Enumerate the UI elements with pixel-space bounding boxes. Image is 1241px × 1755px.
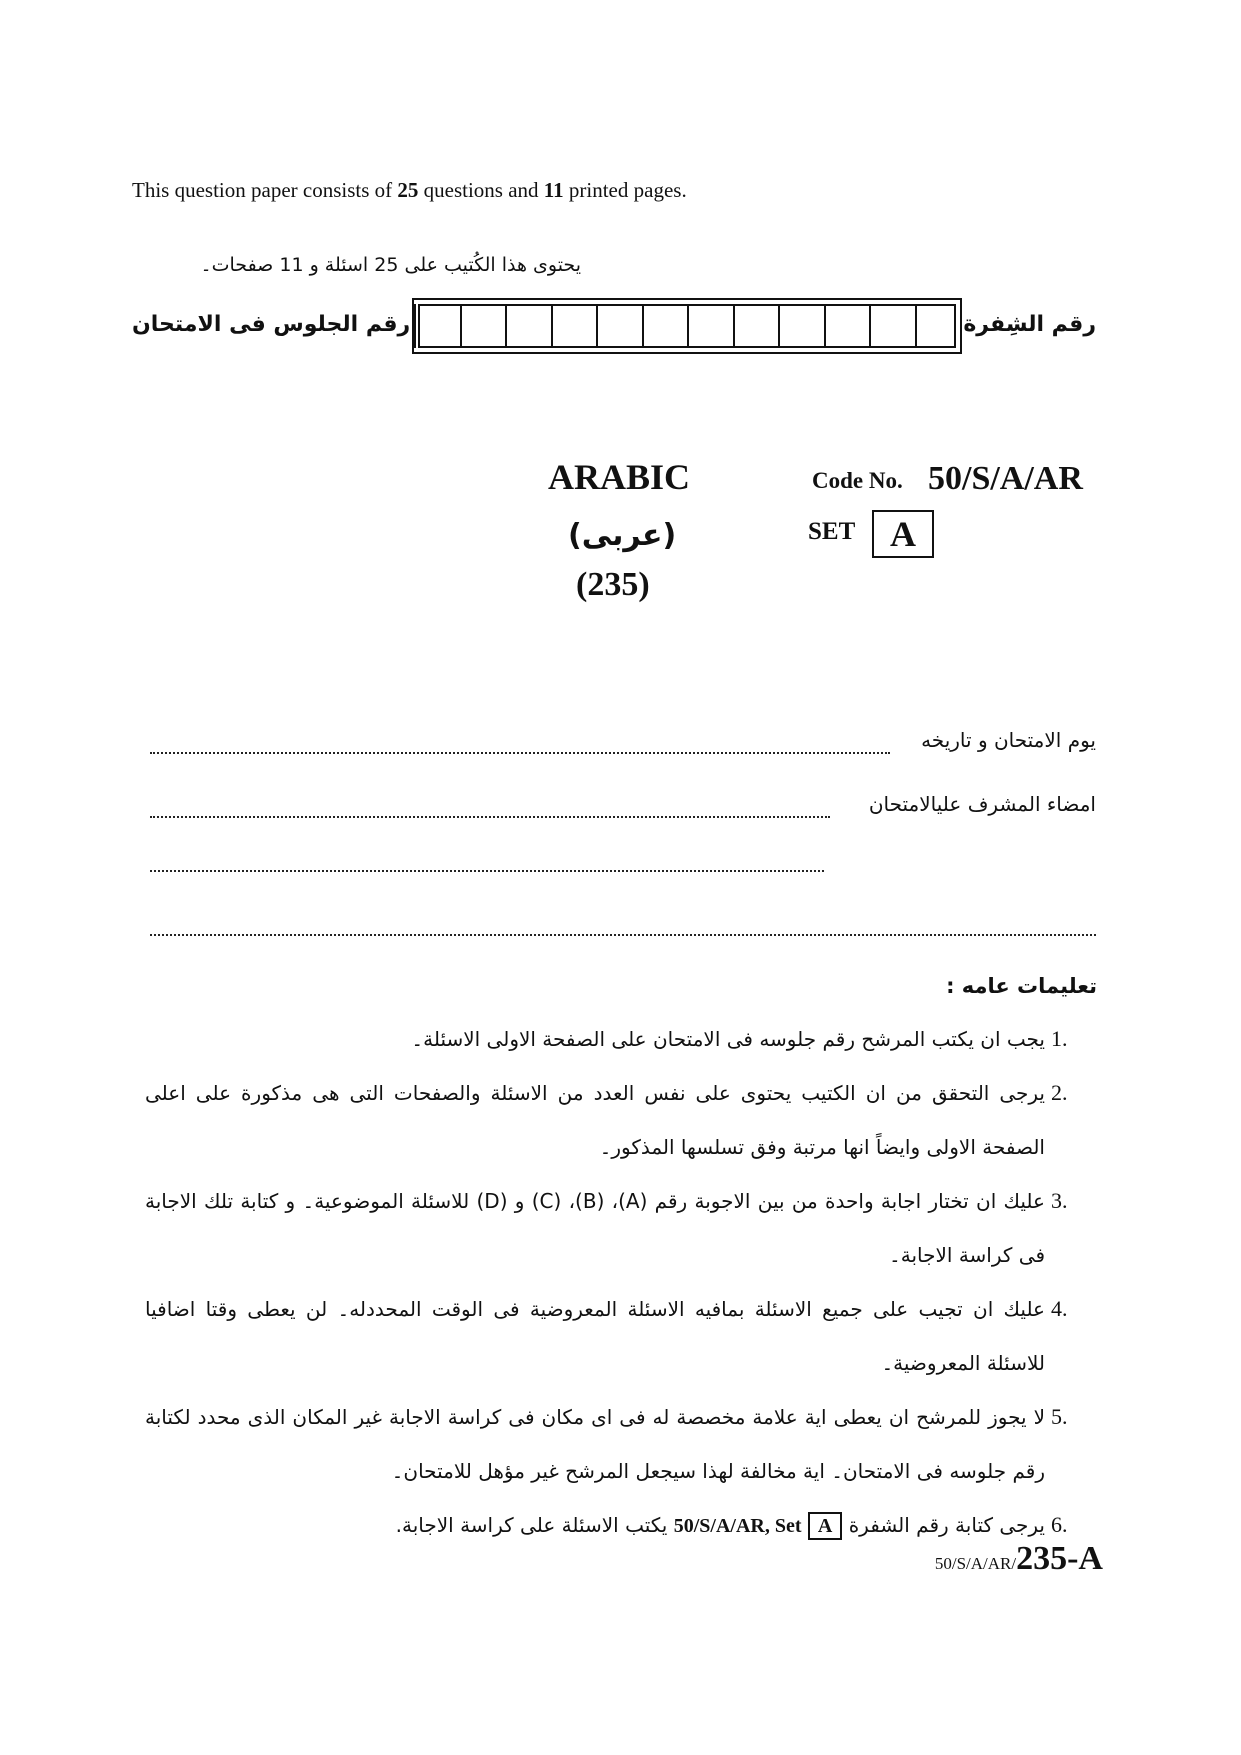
exam-date-label: يوم الامتحان و تاريخه [921,728,1096,752]
instruction-6-set-box: A [808,1512,842,1540]
instruction-number: 6. [1051,1512,1068,1537]
footer-code-small: 50/S/A/AR/ [934,1554,1017,1573]
roll-number-inner-frame [418,304,956,348]
page-count-statement [132,178,687,203]
code-number-value: 50/S/A/AR [928,460,1083,497]
instruction-number: 4. [1051,1296,1068,1321]
exam-date-field [150,728,1096,758]
roll-number-label: رقم الجلوس فی الامتحان [132,312,411,337]
code-number-label-arabic: رقم الشِفرة [963,312,1096,337]
set-label: SET [808,518,856,545]
instruction-6-prefix: يرجی كتابة رقم الشفرة [848,1513,1045,1537]
instruction-6-suffix: يكتب الاسئلة على كراسة الاجابة. [395,1513,668,1537]
footer-paper-code [935,1540,1103,1578]
roll-number-boxes[interactable] [412,298,962,354]
instruction-number: 5. [1051,1404,1068,1429]
consist-prefix: This question paper consists of [132,178,393,202]
code-number-label: Code No. [812,468,903,493]
instruction-text: عليك ان تجيب على جميع الاسئلة بمافيه الاسئلة المعروضية فی الوقت المحددله۔ لن يعطى وقتا اضافيا للاسئلة المعروضية۔ [145,1297,1045,1375]
subject-title: ARABIC [548,457,691,497]
page-count-statement-arabic: يحتوى هذا الكُتيب على 25 اسئلة و 11 صفحات۔ [200,254,581,276]
instructions-title: تعليمات عامه : [946,974,1097,998]
invigilator-signature-dotted-line[interactable] [150,816,830,818]
blank-dotted-line[interactable] [150,934,1096,936]
invigilator-signature-label: امضاء المشرف علیالامتحان [868,792,1096,816]
blank-dotted-line[interactable] [150,870,824,872]
instruction-number: 1. [1051,1026,1068,1051]
paper-code: (235) [576,566,650,603]
consist-mid: questions and [423,178,539,202]
instruction-number: 2. [1051,1080,1068,1105]
instruction-number: 3. [1051,1188,1068,1213]
exam-date-dotted-line[interactable] [150,752,890,754]
instruction-6-code: 50/S/A/AR, Set [673,1515,802,1537]
roll-number-row [132,298,1096,358]
page-count: 11 [543,178,564,202]
instruction-text: عليك ان تختار اجابة واحدة من بين الاجوبة رقم (A)، (B)، (C) و (D) للاسئلة الموضوعية۔ و كتابة تلك الاجابة فی كراسة الاجابة۔ [145,1189,1045,1267]
instruction-text [145,1498,1045,1553]
footer-code-big: 235-A [1016,1540,1103,1577]
question-count: 25 [397,178,419,202]
instruction-text: لا يجوز للمرشح ان يعطی اية علامة مخصصة له فی ای مكان فی كراسة الاجابة غير المكان الذی محدد لكتابة رقم جلوسه فی الامتحان۔ اية مخالفة لهذا سيجعل المرشح غير مؤهل للامتحان۔ [145,1405,1045,1483]
set-value-box: A [872,510,934,558]
subject-title-arabic: (عربی) [568,518,677,553]
instruction-text: يجب ان يكتب المرشح رقم جلوسه فی الامتحان على الصفحة الاولى الاسئلة۔ [411,1027,1045,1051]
consist-suffix: printed pages. [568,178,687,202]
instruction-text: يرجی التحقق من ان الكتيب يحتوی على نفس العدد من الاسئلة والصفحات التی هی مذكورة على اعلی الصفحة الاولى وايضاً انها مرتبة وفق تسلسها المذكور۔ [145,1081,1045,1159]
invigilator-signature-field [150,792,1096,822]
